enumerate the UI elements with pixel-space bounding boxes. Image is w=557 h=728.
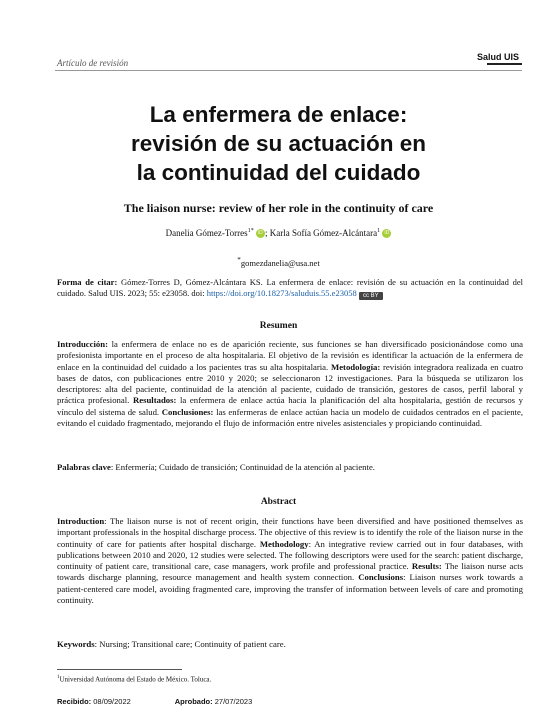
resumen-keywords-label: Palabras clave <box>57 462 111 472</box>
journal-name: Salud UIS <box>476 52 519 62</box>
corresponding-email <box>40 256 517 268</box>
doi-link[interactable]: https://doi.org/10.18273/saluduis.55.e23058 <box>206 288 357 298</box>
abstract-conclusions: : Liaison nurses work towards a patient-centered care model, avoiding fragmented care, improving the transfer of information between levels of care and promoting continuity. <box>57 572 523 606</box>
resumen-keywords <box>57 462 523 472</box>
header-accent-rule <box>487 63 522 65</box>
abstract-keywords <box>57 639 523 649</box>
title-line-2: revisión de su actuación en <box>130 131 427 156</box>
author-separator: ; <box>264 228 270 238</box>
abstract-method: : An integrative review carried out in four databases, with publications between 2010 and 2020, 12 studies were selected. The following descriptors were used for the search: patient discharge, continuity of patient care, transitional care, case managers, work profile and professional practice. <box>57 538 523 572</box>
citation-text: Gómez-Torres D, Gómez-Alcántara KS. La enfermera de enlace: revisión de su actuación en la continuidad del cuidado. Salud UIS. 2023; 55: e23058. doi: <box>57 277 523 298</box>
resumen-heading: Resumen <box>259 321 298 331</box>
email-address[interactable]: gomezdanelia@usa.net <box>240 257 320 268</box>
resumen-conclusions: las enfermeras de enlace actúan hacia un modelo de cuidados centrados en el paciente, evitando el cuidado fragmentado, mejorando el flujo de información entre niveles asistenciales y propiciando continuidad. <box>57 406 523 429</box>
orcid-icon[interactable]: iD <box>382 229 391 238</box>
received-label: Recibido: <box>57 697 92 706</box>
article-title <box>40 100 517 187</box>
abstract-method-label: Methodology <box>259 538 309 549</box>
header-rule <box>55 70 522 71</box>
publication-dates <box>57 697 252 706</box>
abstract-text <box>57 516 523 606</box>
abstract-conclusions-label: Conclusions <box>358 572 404 583</box>
author-name[interactable]: Karla Sofía Gómez-Alcántara <box>269 228 378 238</box>
footnote-text: Universidad Autónoma del Estado de México. Toluca. <box>59 675 212 684</box>
title-line-1: La enfermera de enlace: <box>149 102 408 127</box>
cc-license-icon[interactable]: cc BY <box>359 292 383 300</box>
resumen-intro-label: Introducción: <box>57 339 109 349</box>
author-affiliation-mark: 1* <box>247 228 254 234</box>
author-list <box>40 228 517 238</box>
resumen-results-label: Resultados: <box>132 395 177 406</box>
corresponding-mark: * <box>237 256 241 264</box>
approved-label: Aprobado: <box>174 697 213 706</box>
section-label: Artículo de revisión <box>57 58 129 68</box>
citation-block <box>57 277 523 300</box>
title-line-3: la continuidad del cuidado <box>136 160 421 185</box>
english-title: The liaison nurse: review of her role in the continuity of care <box>123 201 434 215</box>
received-date: 08/09/2022 <box>93 697 131 706</box>
resumen-text <box>57 339 523 429</box>
abstract-intro: : The liaison nurse is not of recent origin, their functions have been diversified and have positioned themselves as important professionals in the hospital discharge process. The objective of this review is to identify the role of the liaison nurse in the continuity of care for patients after hospital discharge. <box>57 516 523 549</box>
abstract-results-label: Results: <box>411 561 442 572</box>
resumen-keywords-text: : Enfermería; Cuidado de transición; Continuidad de la atención al paciente. <box>110 462 375 472</box>
citation-label: Forma de citar: <box>57 277 118 287</box>
approved-date: 27/07/2023 <box>214 697 253 706</box>
abstract-keywords-label: Keywords <box>57 639 95 649</box>
resumen-results: la enfermera de enlace actúa hacia la planificación del alta hospitalaria, gestión de recursos y vínculo del sistema de salud. <box>57 395 523 417</box>
resumen-intro: la enfermera de enlace no es de aparición reciente, sus funciones se han diversificado posicionándose como una profesionista importante en el proceso de alta hospitalaria. El objetivo de la revisión es identificar la actuación de la enfermera de enlace en la continuidad del cuidado a los pacientes tras su alta hospitalaria. <box>57 339 523 372</box>
author-affiliation-mark: 1 <box>377 228 381 234</box>
resumen-conclusions-label: Conclusiones: <box>161 406 214 417</box>
footnote-rule <box>57 669 182 670</box>
affiliation-footnote <box>57 675 211 683</box>
abstract-heading: Abstract <box>260 497 297 507</box>
abstract-keywords-text: : Nursing; Transitional care; Continuity of patient care. <box>94 639 286 649</box>
resumen-method-label: Metodología: <box>331 361 381 372</box>
author-name[interactable]: Danelia Gómez-Torres <box>165 228 248 238</box>
resumen-method: revisión integradora realizada en cuatro bases de datos, con publicaciones entre 2010 y 2020; se seleccionaron 12 investigaciones. Para la búsqueda se utilizaron los descriptores: alta del paciente, continuidad de la atención al paciente, cuidado de transición, gestores de casos, perfil laboral y práctica profesional. <box>57 361 524 406</box>
abstract-results: The liaison nurse acts towards discharge planning, resource management and health system connection. <box>57 561 524 583</box>
orcid-icon[interactable]: iD <box>256 229 265 238</box>
abstract-intro-label: Introduction <box>57 516 105 526</box>
footnote-mark: 1 <box>57 675 60 680</box>
